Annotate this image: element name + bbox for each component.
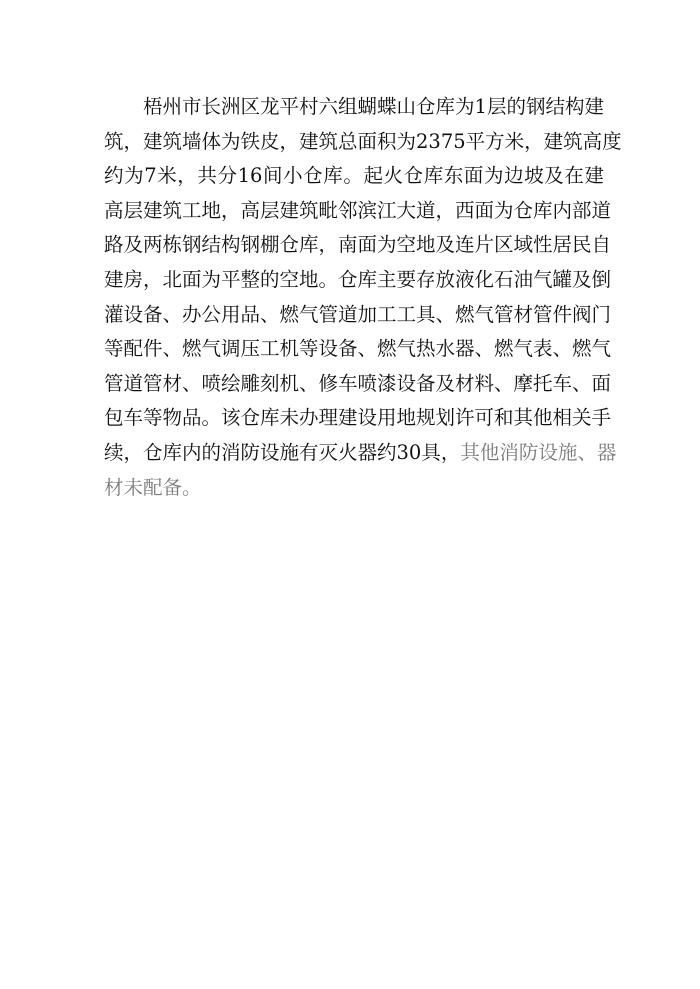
paragraph-line-text: 续，仓库内的消防设施有灭火器约30具， bbox=[104, 440, 461, 464]
paragraph-line: 管道管材、喷绘雕刻机、修车喷漆设备及材料、摩托车、面 bbox=[104, 371, 612, 395]
paragraph-line-mixed bbox=[104, 436, 617, 471]
paragraph-line: 包车等物品。该仓库未办理建设用地规划许可和其他相关手 bbox=[104, 406, 612, 430]
paragraph-last-line: 材未配备。 bbox=[104, 475, 202, 499]
paragraph-line-muted-text: 其他消防设施、器 bbox=[460, 440, 617, 464]
paragraph-line: 等配件、燃气调压工机等设备、燃气热水器、燃气表、燃气 bbox=[104, 337, 612, 361]
paragraph-line: 路及两栋钢结构钢棚仓库，南面为空地及连片区域性居民自 bbox=[104, 233, 612, 257]
paragraph-line: 高层建筑工地，高层建筑毗邻滨江大道，西面为仓库内部道 bbox=[104, 198, 612, 222]
paragraph-line: 灌设备、办公用品、燃气管道加工工具、燃气管材管件阀门 bbox=[104, 302, 612, 326]
body-paragraph bbox=[104, 90, 622, 505]
paragraph-line: 梧州市长洲区龙平村六组蝴蝶山仓库为1层的钢结构建 bbox=[143, 95, 604, 118]
paragraph-line: 约为7米，共分16间小仓库。起火仓库东面为边坡及在建 bbox=[104, 164, 604, 188]
paragraph-line: 筑，建筑墙体为铁皮，建筑总面积为2375平方米，建筑高度 bbox=[104, 129, 622, 153]
paragraph-line: 建房，北面为平整的空地。仓库主要存放液化石油气罐及倒 bbox=[104, 267, 612, 291]
